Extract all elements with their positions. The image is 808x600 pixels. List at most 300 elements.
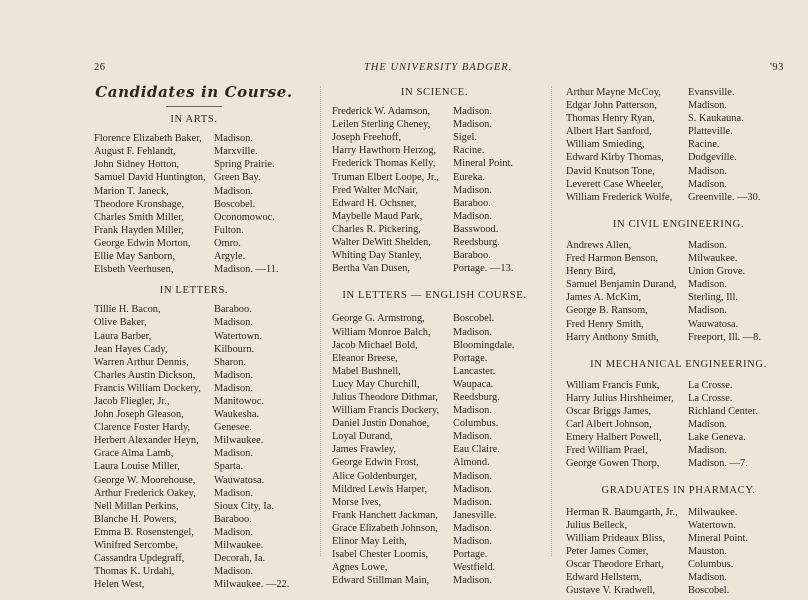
hometown: Madison. xyxy=(453,184,492,196)
list-item xyxy=(332,561,537,574)
list-item xyxy=(94,395,294,408)
person-name: Lucy May Churchill, xyxy=(332,378,420,390)
hometown: Portage. xyxy=(453,549,488,561)
list-item xyxy=(332,339,537,352)
title-divider xyxy=(166,106,222,107)
list-item xyxy=(332,509,537,522)
person-name: Fred Harmon Benson, xyxy=(566,253,659,265)
person-name: Helen West, xyxy=(94,579,145,591)
person-name: Isabel Chester Loomis, xyxy=(332,549,429,561)
person-name: Thomas Henry Ryan, xyxy=(566,113,655,125)
person-name: Alice Goldenburger, xyxy=(332,470,417,482)
hometown: Waupaca. xyxy=(453,378,494,390)
person-name: Frank Hayden Miller, xyxy=(94,224,184,236)
hometown: Argyle. xyxy=(214,251,246,263)
hometown: Madison. xyxy=(453,575,492,587)
list-item xyxy=(332,522,537,535)
person-name: Nell Millan Perkins, xyxy=(94,500,179,512)
hometown: Madison. xyxy=(688,100,727,112)
person-name: Gustave V. Kradwell, xyxy=(566,585,656,597)
hometown: Marxville. xyxy=(214,146,258,158)
hometown: Madison. xyxy=(214,185,253,197)
person-name: James A. McKim, xyxy=(566,292,642,304)
list-item xyxy=(566,379,791,392)
hometown: Columbus. xyxy=(453,418,499,430)
hometown: Madison. xyxy=(688,239,727,251)
list-mechanical-engineering xyxy=(566,379,791,471)
list-item xyxy=(566,291,791,304)
hometown: Madison. xyxy=(688,279,727,291)
hometown: Union Grove. xyxy=(688,266,746,278)
hometown: Oconomowoc. xyxy=(214,211,275,223)
hometown: Madison. xyxy=(453,496,492,508)
list-item xyxy=(332,249,537,262)
list-item xyxy=(566,304,791,317)
hometown: Wauwatosa. xyxy=(214,474,265,486)
person-name: Warren Arthur Dennis, xyxy=(94,356,189,368)
hometown: Columbus. xyxy=(688,558,734,570)
hometown: Madison. xyxy=(214,317,253,329)
hometown: Milwaukee. xyxy=(214,540,264,551)
hometown: Madison. xyxy=(453,210,492,222)
list-item xyxy=(566,431,791,444)
person-name: Harry Hawthorn Herzog, xyxy=(332,145,437,157)
list-item xyxy=(332,144,537,157)
page-number-right: '93 xyxy=(770,62,784,73)
hometown: Basswood. xyxy=(453,223,499,235)
list-item xyxy=(332,443,537,456)
hometown: La Crosse. xyxy=(688,379,733,391)
person-name: Samuel Benjamin Durand, xyxy=(566,279,677,291)
person-name: Marion T. Janeck, xyxy=(94,185,169,197)
list-item xyxy=(332,430,537,443)
list-item xyxy=(566,506,791,519)
hometown: Madison. xyxy=(453,405,492,417)
list-item xyxy=(566,278,791,291)
list-item xyxy=(94,356,294,369)
column-rule-1 xyxy=(320,86,321,556)
hometown: Sparta. xyxy=(214,461,244,473)
list-item xyxy=(566,86,791,99)
person-name: Truman Elbert Loope, Jr., xyxy=(332,171,439,183)
hometown: Madison. xyxy=(453,536,492,547)
list-item xyxy=(94,526,294,539)
list-item xyxy=(566,191,791,204)
list-item xyxy=(566,584,791,597)
list-item xyxy=(94,421,294,434)
hometown: Reedsburg. xyxy=(453,391,500,403)
person-name: Laura Louise Miller, xyxy=(94,461,180,473)
hometown: Madison. xyxy=(688,305,727,317)
list-pharmacy xyxy=(566,506,791,598)
person-name: Oscar Theodore Erhart, xyxy=(566,558,664,570)
person-name: Mabel Bushnell, xyxy=(332,365,401,377)
list-item xyxy=(332,157,537,170)
person-name: Eleanor Breese, xyxy=(332,352,398,364)
section-heading-mechanical-engineering: IN MECHANICAL ENGINEERING. xyxy=(590,358,767,370)
list-arts xyxy=(94,132,294,276)
list-item xyxy=(566,558,791,571)
list-item xyxy=(94,316,294,329)
section-heading-science: IN SCIENCE. xyxy=(400,87,469,98)
person-name: Joseph Freehoff, xyxy=(332,132,402,144)
hometown: Fulton. xyxy=(214,224,244,236)
person-name: Maybelle Maud Park, xyxy=(332,210,423,222)
person-name: Edward Hellstern, xyxy=(566,572,642,583)
person-name: Herbert Alexander Heyn, xyxy=(94,435,199,447)
list-item xyxy=(332,535,537,548)
running-title: THE UNIVERSITY BADGER. xyxy=(364,62,513,73)
hometown: Lake Geneva. xyxy=(688,432,746,444)
list-letters xyxy=(94,303,294,591)
hometown: Platteville. xyxy=(688,126,733,138)
person-name: Frederick Thomas Kelly, xyxy=(332,158,436,170)
column-1 xyxy=(94,83,294,591)
list-item xyxy=(566,318,791,331)
person-name: Francis William Dockery, xyxy=(94,382,201,394)
hometown: Eureka. xyxy=(453,171,486,183)
list-item xyxy=(566,165,791,178)
person-name: George Edwin Frost, xyxy=(332,457,419,469)
hometown: Waukesha. xyxy=(214,409,260,421)
list-item xyxy=(566,99,791,112)
hometown: Madison. xyxy=(453,106,492,118)
person-name: Walter DeWitt Shelden, xyxy=(332,237,431,249)
hometown: Mineral Point. xyxy=(688,532,749,544)
person-name: Grace Alma Lamb, xyxy=(94,448,174,460)
list-item xyxy=(94,343,294,356)
person-name: Mildred Lewis Harper, xyxy=(332,483,428,495)
list-item xyxy=(94,158,294,171)
list-item xyxy=(94,382,294,395)
person-name: Edgar John Patterson, xyxy=(566,100,657,112)
list-item xyxy=(566,178,791,191)
section-heading-pharmacy: GRADUATES IN PHARMACY. xyxy=(601,485,756,497)
list-item xyxy=(566,571,791,584)
hometown: S. Kaukauna. xyxy=(688,113,744,125)
list-item xyxy=(332,262,537,275)
list-item xyxy=(566,252,791,265)
person-name: Whiting Day Stanley, xyxy=(332,250,422,262)
hometown: Bloomingdale. xyxy=(453,339,515,351)
hometown: Madison. xyxy=(214,566,253,578)
person-name: Oscar Briggs James, xyxy=(566,405,652,417)
list-item xyxy=(94,224,294,237)
hometown: Kilbourn. xyxy=(214,343,255,355)
list-item xyxy=(566,405,791,418)
hometown: Boscobel. xyxy=(453,313,495,325)
person-name: Theodore Kronshage, xyxy=(94,198,185,210)
list-item xyxy=(566,519,791,532)
person-name: Grace Elizabeth Johnson, xyxy=(332,522,438,534)
person-name: Charles R. Pickering, xyxy=(332,223,421,235)
hometown: Decorah, Ia. xyxy=(214,553,266,565)
person-name: Jacob Michael Bold, xyxy=(332,339,418,351)
list-item xyxy=(332,352,537,365)
list-item xyxy=(94,198,294,211)
person-name: Laura Barber, xyxy=(94,330,152,342)
person-name: Loyal Durand, xyxy=(332,431,393,443)
hometown: Madison. xyxy=(688,419,727,431)
hometown: Watertown. xyxy=(214,330,262,342)
list-item xyxy=(332,496,537,509)
hometown: Racine. xyxy=(453,145,485,157)
person-name: James Frawley, xyxy=(332,444,396,456)
list-item xyxy=(566,392,791,405)
list-item xyxy=(332,197,537,210)
person-name: John Sidney Hotton, xyxy=(94,159,180,171)
person-name: Florence Elizabeth Baker, xyxy=(94,133,202,145)
hometown: Madison. xyxy=(214,382,253,394)
person-name: Tillie H. Bacon, xyxy=(94,304,161,316)
person-name: Jacob Fliegler, Jr., xyxy=(94,395,170,407)
person-name: Edward Stillman Main, xyxy=(332,575,430,587)
hometown: Richland Center. xyxy=(688,405,758,417)
person-name: William Monroe Balch, xyxy=(332,326,431,338)
hometown: Madison. xyxy=(453,119,492,131)
person-name: Leverett Case Wheeler, xyxy=(566,178,664,190)
person-name: Emery Halbert Powell, xyxy=(566,432,662,444)
list-item xyxy=(94,185,294,198)
person-name: George B. Ransom, xyxy=(566,305,648,317)
person-name: Bertha Van Dusen, xyxy=(332,263,411,275)
hometown: Portage. xyxy=(453,352,488,364)
list-english-course xyxy=(332,312,537,587)
list-item xyxy=(332,131,537,144)
hometown: Madison. xyxy=(453,483,492,495)
list-item xyxy=(94,330,294,343)
list-item xyxy=(566,138,791,151)
section-heading-letters: IN LETTERS. xyxy=(159,285,229,297)
person-name: David Knutson Tone, xyxy=(566,165,655,177)
list-item xyxy=(332,118,537,131)
hometown: Milwaukee. xyxy=(214,435,264,447)
hometown: Milwaukee. xyxy=(688,253,738,265)
hometown: Madison. xyxy=(688,572,727,583)
hometown: Madison. xyxy=(688,165,727,177)
person-name: William Francis Funk, xyxy=(566,379,660,391)
hometown: Omro. xyxy=(214,237,241,249)
list-item xyxy=(94,552,294,565)
hometown: Greenville. —30. xyxy=(688,191,761,203)
hometown: Spring Prairie. xyxy=(214,159,275,171)
list-item xyxy=(94,250,294,263)
list-civil-engineering xyxy=(566,239,791,344)
list-item xyxy=(566,457,791,470)
person-name: John Joseph Gleason, xyxy=(94,409,184,421)
hometown: Portage. —13. xyxy=(453,263,514,275)
person-name: Arthur Frederick Oakey, xyxy=(94,487,196,499)
person-name: Frederick W. Adamson, xyxy=(332,106,431,118)
hometown: Janesville. xyxy=(453,509,497,521)
hometown: Westfield. xyxy=(453,562,496,574)
column-rule-2 xyxy=(551,86,552,556)
list-item xyxy=(94,211,294,224)
person-name: Julius Theodore Dithmar, xyxy=(332,391,438,403)
list-science xyxy=(332,105,537,275)
person-name: William Smieding, xyxy=(566,139,645,151)
hometown: Green Bay. xyxy=(214,172,261,184)
list-item xyxy=(332,391,537,404)
hometown: Dodgeville. xyxy=(688,152,737,164)
list-item xyxy=(332,574,537,587)
list-item xyxy=(566,125,791,138)
list-item xyxy=(566,444,791,457)
hometown: Lancaster. xyxy=(453,365,496,377)
hometown: Madison. xyxy=(214,133,253,145)
person-name: Leilen Sterling Cheney, xyxy=(332,119,431,131)
hometown: Madison. xyxy=(688,178,727,190)
person-name: Andrews Allen, xyxy=(566,239,632,251)
person-name: Morse Ives, xyxy=(332,496,382,508)
person-name: Fred Henry Smith, xyxy=(566,318,644,330)
hometown: Baraboo. xyxy=(453,197,491,209)
list-item xyxy=(332,223,537,236)
hometown: Madison. xyxy=(453,522,492,534)
list-item xyxy=(332,548,537,561)
hometown: Boscobel. xyxy=(688,585,730,597)
column-2 xyxy=(332,86,537,587)
hometown: Madison. xyxy=(214,448,253,460)
list-item xyxy=(332,417,537,430)
hometown: Genesee. xyxy=(214,422,252,434)
hometown: Racine. xyxy=(688,139,720,151)
hometown: Mauston. xyxy=(688,545,727,557)
hometown: Madison. xyxy=(688,445,727,457)
list-item xyxy=(94,145,294,158)
person-name: Jean Hayes Cady, xyxy=(94,343,168,355)
person-name: Winifred Sercombe, xyxy=(94,540,178,551)
column-3 xyxy=(566,86,791,597)
person-name: Emma B. Rosenstengel, xyxy=(94,526,194,538)
list-item xyxy=(94,237,294,250)
page-title: Candidates in Course. xyxy=(95,83,293,101)
list-item xyxy=(94,578,294,591)
hometown: Madison. —7. xyxy=(688,458,748,470)
person-name: Arthur Mayne McCoy, xyxy=(566,87,661,98)
hometown: Evansville. xyxy=(688,87,735,98)
list-item xyxy=(566,151,791,164)
list-item xyxy=(94,132,294,145)
list-item xyxy=(94,303,294,316)
hometown: Madison. xyxy=(453,470,492,482)
list-item xyxy=(94,474,294,487)
hometown: Mineral Point. xyxy=(453,158,514,170)
hometown: Wauwatosa. xyxy=(688,318,739,330)
hometown: Freeport, Ill. —8. xyxy=(688,331,762,343)
list-item xyxy=(94,171,294,184)
person-name: Thomas K. Urdahl, xyxy=(94,566,175,578)
person-name: Peter James Comer, xyxy=(566,545,649,557)
hometown: Baraboo. xyxy=(214,304,252,316)
person-name: William Francis Dockery, xyxy=(332,405,440,417)
person-name: Harry Julius Hirshheimer, xyxy=(566,392,674,404)
hometown: Almond. xyxy=(453,457,490,469)
list-item xyxy=(332,210,537,223)
person-name: Harry Anthony Smith, xyxy=(566,331,659,343)
person-name: Carl Albert Johnson, xyxy=(566,419,652,431)
list-item xyxy=(332,312,537,325)
person-name: Daniel Justin Donahoe, xyxy=(332,418,430,430)
person-name: Charles Austin Dickson, xyxy=(94,369,196,381)
person-name: Albert Hart Sanford, xyxy=(566,126,652,138)
list-item xyxy=(332,483,537,496)
person-name: Edward Kirby Thomas, xyxy=(566,152,664,164)
hometown: Madison. xyxy=(453,431,492,443)
person-name: Charles Smith Miller, xyxy=(94,211,184,223)
person-name: Fred Walter McNair, xyxy=(332,184,418,196)
person-name: Edward H. Ochsner, xyxy=(332,197,417,209)
list-item xyxy=(94,513,294,526)
person-name: Olive Baker, xyxy=(94,317,147,329)
hometown: Sigel. xyxy=(453,132,477,144)
list-item xyxy=(332,171,537,184)
list-item xyxy=(94,263,294,276)
person-name: Henry Bird, xyxy=(566,266,616,278)
person-name: George W. Moorehouse, xyxy=(94,474,196,486)
hometown: Sharon. xyxy=(214,356,247,368)
list-item xyxy=(332,470,537,483)
section-heading-civil-engineering: IN CIVIL ENGINEERING. xyxy=(612,218,745,230)
hometown: Sterling, Ill. xyxy=(688,292,738,304)
person-name: Clarence Foster Hardy, xyxy=(94,422,190,434)
hometown: Manitowoc. xyxy=(214,395,264,407)
list-item xyxy=(332,105,537,118)
hometown: Eau Claire. xyxy=(453,444,500,456)
list-item xyxy=(566,418,791,431)
list-item xyxy=(94,565,294,578)
person-name: George G. Armstrong, xyxy=(332,313,425,325)
hometown: Watertown. xyxy=(688,519,736,531)
person-name: William Prideaux Bliss, xyxy=(566,532,666,544)
person-name: Agnes Lowe, xyxy=(332,562,388,574)
list-item xyxy=(332,236,537,249)
list-item xyxy=(332,365,537,378)
list-item xyxy=(94,487,294,500)
person-name: William Frederick Wolfe, xyxy=(566,191,673,203)
list-item xyxy=(94,460,294,473)
list-item xyxy=(332,456,537,469)
list-item xyxy=(566,532,791,545)
hometown: Milwaukee. —22. xyxy=(214,579,290,591)
list-item xyxy=(332,326,537,339)
list-item xyxy=(566,545,791,558)
hometown: Reedsburg. xyxy=(453,237,500,249)
list-item xyxy=(94,447,294,460)
list-item xyxy=(94,500,294,513)
list-item xyxy=(566,112,791,125)
person-name: August F. Fehlandt, xyxy=(94,146,176,158)
page-number-left: 26 xyxy=(94,62,106,73)
hometown: Madison. xyxy=(453,326,492,338)
person-name: Fred William Prael, xyxy=(566,445,648,457)
hometown: Madison. —11. xyxy=(214,264,279,276)
section-heading-arts: IN ARTS. xyxy=(170,114,218,126)
person-name: Elinor May Leith, xyxy=(332,536,407,547)
hometown: Baraboo. xyxy=(453,250,491,262)
list-item xyxy=(332,404,537,417)
person-name: Cassandra Updegraff, xyxy=(94,553,185,565)
hometown: Baraboo. xyxy=(214,513,252,525)
person-name: Blanche H. Powers, xyxy=(94,513,177,525)
hometown: Boscobel. xyxy=(214,198,256,210)
person-name: George Edwin Morton, xyxy=(94,237,191,249)
list-item xyxy=(566,331,791,344)
person-name: Ellie May Sanborn, xyxy=(94,251,176,263)
hometown: La Crosse. xyxy=(688,392,733,404)
list-item xyxy=(566,239,791,252)
hometown: Madison. xyxy=(214,487,253,499)
